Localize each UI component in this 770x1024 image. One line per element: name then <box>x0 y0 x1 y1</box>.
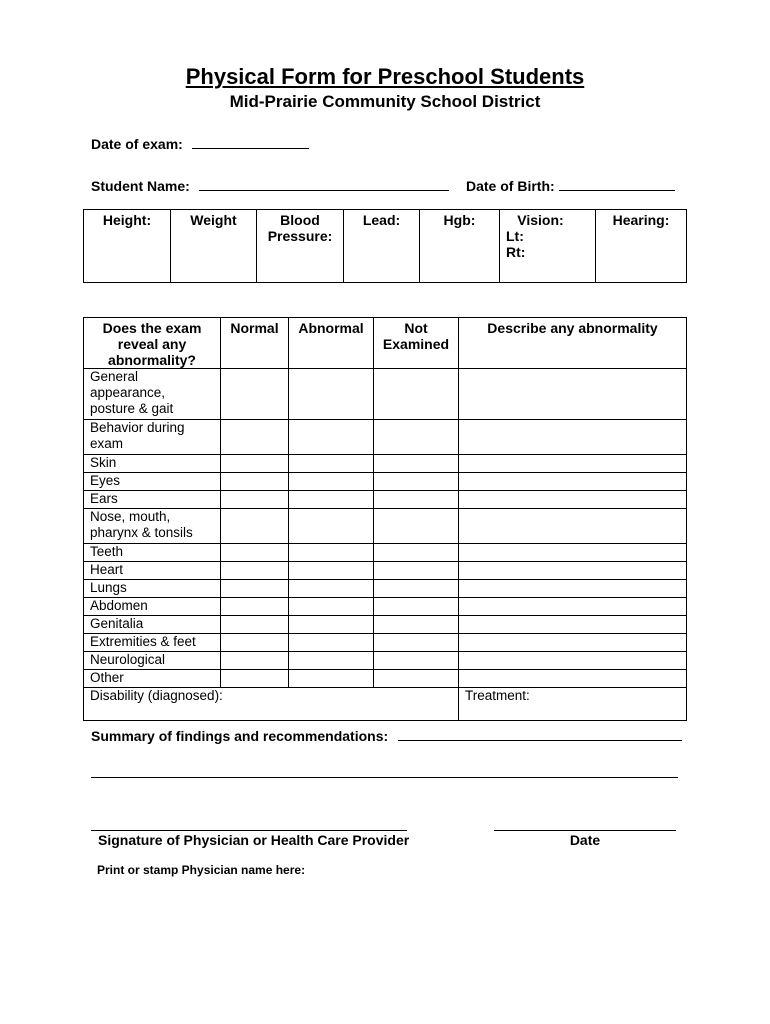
exam-row <box>84 369 687 420</box>
exam-item-label: Genitalia <box>90 616 144 631</box>
abnormal-cell[interactable] <box>289 670 374 688</box>
abnormal-cell[interactable] <box>289 634 374 652</box>
exam-item <box>84 420 221 455</box>
date-of-exam-label: Date of exam: <box>91 136 183 152</box>
exam-item-label: posture & gait <box>90 401 174 416</box>
exam-item <box>84 491 221 509</box>
normal-cell[interactable] <box>221 544 289 562</box>
not-examined-cell[interactable] <box>374 491 459 509</box>
district-name: Mid-Prairie Community School District <box>229 92 541 111</box>
normal-cell[interactable] <box>221 670 289 688</box>
blood-pressure-cell[interactable] <box>257 210 344 283</box>
treatment-cell[interactable] <box>459 688 687 721</box>
form-title: Physical Form for Preschool Students <box>185 64 585 89</box>
date-of-birth-label: Date of Birth: <box>466 178 555 194</box>
normal-header <box>221 318 289 369</box>
abnormal-cell[interactable] <box>289 652 374 670</box>
not-examined-cell[interactable] <box>374 420 459 455</box>
exam-item <box>84 634 221 652</box>
exam-row <box>84 652 687 670</box>
vision-left-label: Lt: <box>506 228 524 244</box>
exam-row <box>84 562 687 580</box>
exam-item-label: exam <box>90 436 124 451</box>
weight-cell[interactable] <box>171 210 257 283</box>
blood-pressure-label-line1: Blood <box>280 212 320 228</box>
signature-line[interactable] <box>91 830 407 831</box>
not-examined-cell[interactable] <box>374 580 459 598</box>
describe-cell[interactable] <box>459 598 687 616</box>
exam-question-line1: Does the exam <box>102 320 202 336</box>
exam-item <box>84 509 221 544</box>
exam-row <box>84 473 687 491</box>
abnormal-header <box>289 318 374 369</box>
normal-cell[interactable] <box>221 509 289 544</box>
not-examined-header <box>374 318 459 369</box>
exam-item-label: Eyes <box>90 473 121 488</box>
normal-cell[interactable] <box>221 369 289 420</box>
exam-question-line2: reveal any <box>117 336 187 352</box>
disability-cell[interactable] <box>84 688 459 721</box>
height-cell[interactable] <box>84 210 171 283</box>
vision-right-label: Rt: <box>506 244 526 260</box>
abnormal-cell[interactable] <box>289 369 374 420</box>
summary-row <box>91 726 682 746</box>
exam-question-line3: abnormality? <box>108 352 196 368</box>
exam-item <box>84 652 221 670</box>
not-examined-line2: Examined <box>382 336 450 352</box>
exam-item <box>84 455 221 473</box>
describe-cell[interactable] <box>459 491 687 509</box>
exam-item <box>84 580 221 598</box>
abnormal-cell[interactable] <box>289 473 374 491</box>
exam-item <box>84 473 221 491</box>
exam-table <box>83 317 687 721</box>
exam-item-label: Lungs <box>90 580 127 595</box>
normal-cell[interactable] <box>221 652 289 670</box>
blood-pressure-label-line2: Pressure: <box>267 228 333 244</box>
exam-item <box>84 369 221 420</box>
not-examined-line1: Not <box>404 320 428 336</box>
print-stamp-label: Print or stamp Physician name here: <box>97 863 306 877</box>
not-examined-cell[interactable] <box>374 455 459 473</box>
exam-item-label: Heart <box>90 562 124 577</box>
abnormal-cell[interactable] <box>289 616 374 634</box>
exam-item <box>84 562 221 580</box>
vision-cell[interactable] <box>500 210 596 283</box>
exam-row <box>84 544 687 562</box>
exam-item <box>84 598 221 616</box>
normal-cell[interactable] <box>221 580 289 598</box>
exam-row <box>84 598 687 616</box>
exam-item <box>84 616 221 634</box>
normal-header-label: Normal <box>230 320 279 336</box>
student-name-field[interactable] <box>199 176 449 191</box>
not-examined-cell[interactable] <box>374 616 459 634</box>
not-examined-cell[interactable] <box>374 473 459 491</box>
hearing-cell[interactable] <box>596 210 687 283</box>
not-examined-cell[interactable] <box>374 670 459 688</box>
describe-cell[interactable] <box>459 670 687 688</box>
describe-cell[interactable] <box>459 634 687 652</box>
exam-row <box>84 616 687 634</box>
exam-item-label: Nose, mouth, <box>90 509 171 524</box>
lead-cell[interactable] <box>344 210 420 283</box>
weight-label: Weight <box>190 212 237 228</box>
student-name-row <box>91 176 449 196</box>
not-examined-cell[interactable] <box>374 652 459 670</box>
exam-question-header <box>84 318 221 369</box>
height-label: Height: <box>102 212 152 228</box>
not-examined-cell[interactable] <box>374 598 459 616</box>
normal-cell[interactable] <box>221 491 289 509</box>
abnormal-cell[interactable] <box>289 580 374 598</box>
exam-row <box>84 634 687 652</box>
describe-cell[interactable] <box>459 420 687 455</box>
normal-cell[interactable] <box>221 616 289 634</box>
not-examined-cell[interactable] <box>374 562 459 580</box>
hgb-label: Hgb: <box>443 212 476 228</box>
exam-item-label: Extremities & feet <box>90 634 196 649</box>
summary-field[interactable] <box>398 726 682 741</box>
normal-cell[interactable] <box>221 473 289 491</box>
treatment-label: Treatment: <box>465 688 530 703</box>
exam-item <box>84 670 221 688</box>
date-of-exam-field[interactable] <box>192 134 309 149</box>
abnormal-header-label: Abnormal <box>298 320 364 336</box>
exam-row <box>84 509 687 544</box>
normal-cell[interactable] <box>221 562 289 580</box>
lead-label: Lead: <box>362 212 401 228</box>
abnormal-cell[interactable] <box>289 544 374 562</box>
exam-item-label: Skin <box>90 455 117 470</box>
not-examined-cell[interactable] <box>374 509 459 544</box>
exam-item-label: Abdomen <box>90 598 148 613</box>
abnormal-cell[interactable] <box>289 491 374 509</box>
exam-item-label: Other <box>90 670 124 685</box>
date-of-birth-field[interactable] <box>559 176 675 191</box>
exam-row <box>84 491 687 509</box>
hearing-label: Hearing: <box>612 212 670 228</box>
describe-cell[interactable] <box>459 509 687 544</box>
describe-cell[interactable] <box>459 616 687 634</box>
describe-cell[interactable] <box>459 544 687 562</box>
abnormal-cell[interactable] <box>289 455 374 473</box>
normal-cell[interactable] <box>221 455 289 473</box>
exam-row <box>84 420 687 455</box>
abnormal-cell[interactable] <box>289 562 374 580</box>
abnormal-cell[interactable] <box>289 509 374 544</box>
describe-cell[interactable] <box>459 580 687 598</box>
signature-date-line[interactable] <box>494 830 676 831</box>
signature-label: Signature of Physician or Health Care Provider <box>98 832 410 848</box>
exam-item-label: Ears <box>90 491 118 506</box>
hgb-cell[interactable] <box>420 210 500 283</box>
describe-cell[interactable] <box>459 455 687 473</box>
not-examined-cell[interactable] <box>374 634 459 652</box>
normal-cell[interactable] <box>221 420 289 455</box>
describe-cell[interactable] <box>459 369 687 420</box>
exam-item-label: Behavior during <box>90 420 185 435</box>
describe-cell[interactable] <box>459 562 687 580</box>
abnormal-cell[interactable] <box>289 420 374 455</box>
disability-label: Disability (diagnosed): <box>90 688 223 703</box>
exam-item-label: pharynx & tonsils <box>90 525 193 540</box>
summary-label: Summary of findings and recommendations: <box>91 728 389 744</box>
exam-row <box>84 670 687 688</box>
student-name-label: Student Name: <box>91 178 190 194</box>
date-of-birth-row <box>466 176 675 196</box>
signature-date-label: Date <box>569 832 601 848</box>
exam-item <box>84 544 221 562</box>
vitals-table <box>83 209 687 283</box>
not-examined-cell[interactable] <box>374 369 459 420</box>
vision-label: Vision: <box>517 212 564 228</box>
summary-continuation-line[interactable] <box>91 777 678 778</box>
describe-header-label: Describe any abnormality <box>487 320 658 336</box>
exam-item-label: Neurological <box>90 652 166 667</box>
exam-item-label: General <box>90 369 139 384</box>
normal-cell[interactable] <box>221 634 289 652</box>
exam-row <box>84 580 687 598</box>
normal-cell[interactable] <box>221 598 289 616</box>
exam-item-label: Teeth <box>90 544 124 559</box>
exam-item-label: appearance, <box>90 385 166 400</box>
abnormal-cell[interactable] <box>289 598 374 616</box>
date-of-exam-row <box>91 134 309 154</box>
describe-cell[interactable] <box>459 652 687 670</box>
not-examined-cell[interactable] <box>374 544 459 562</box>
exam-rows <box>84 369 687 688</box>
describe-cell[interactable] <box>459 473 687 491</box>
exam-row <box>84 455 687 473</box>
describe-header <box>459 318 687 369</box>
